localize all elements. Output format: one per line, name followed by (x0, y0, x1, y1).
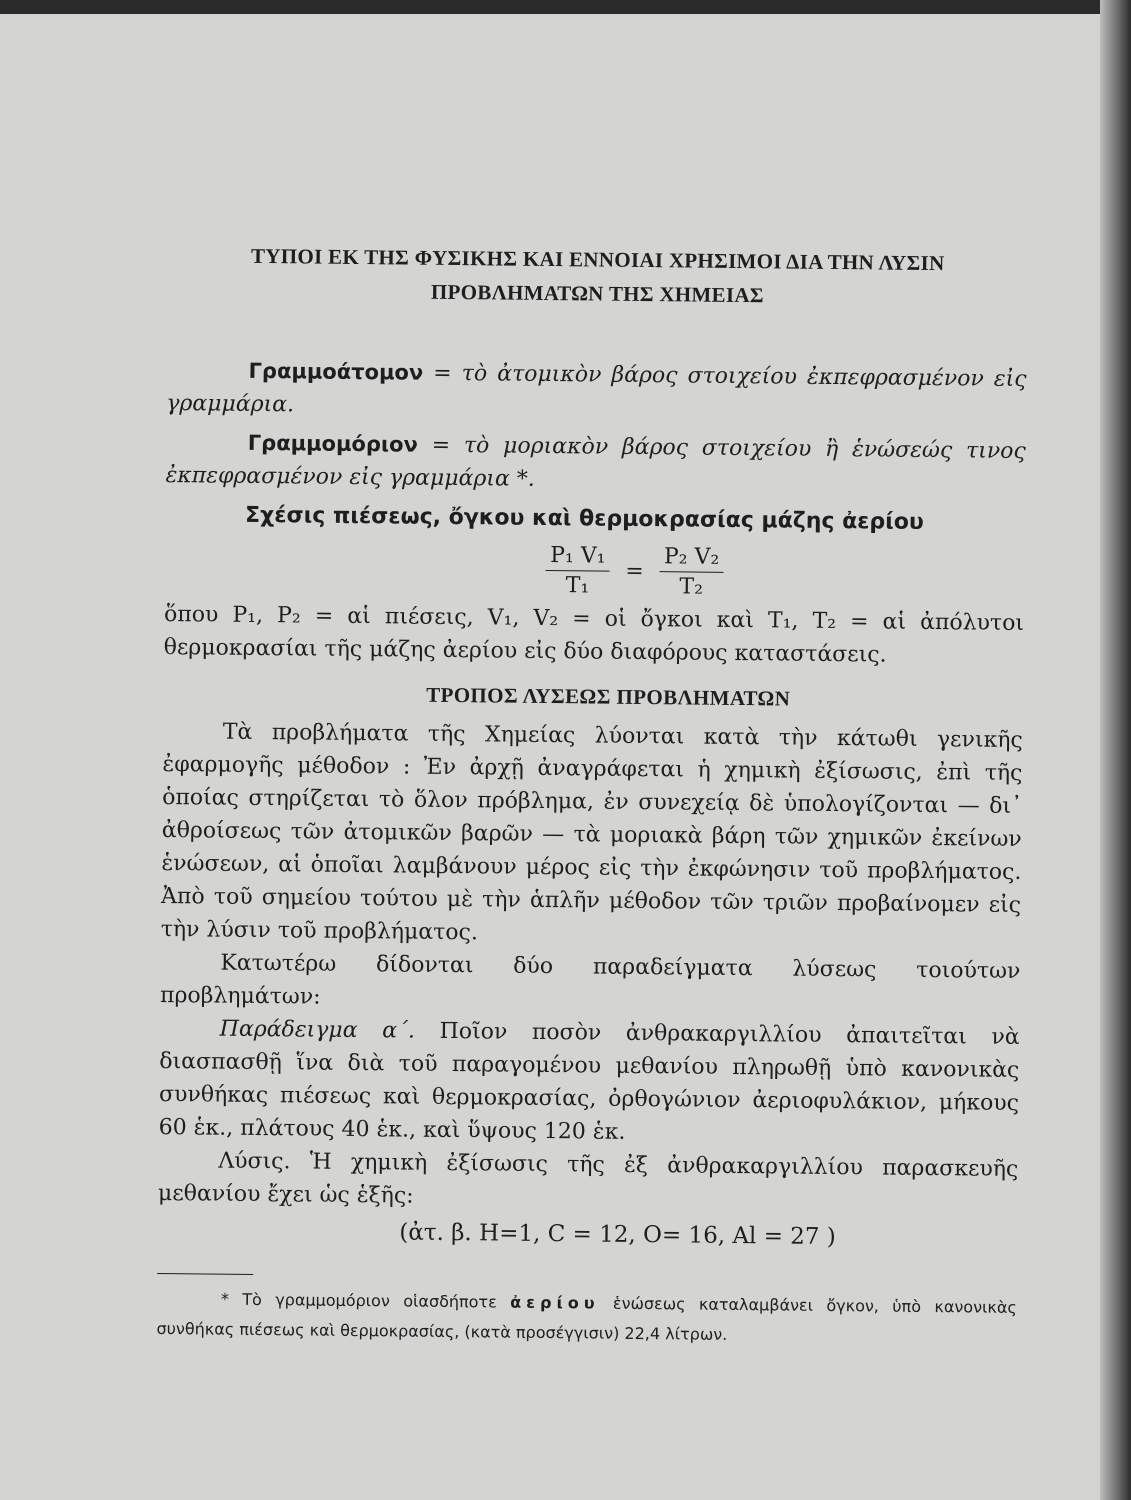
formula-right-fraction (659, 544, 723, 600)
definition-text: = τὸ μοριακὸν βάρος στοιχείου ἢ ἑνώσεώς τινος ἐκπεφρασμένον εἰς γραμμάρια *. (165, 432, 1026, 492)
definition-term: Γραμμομόριον (247, 430, 418, 457)
document-page (0, 14, 1114, 1500)
gas-law-formula (244, 540, 1025, 603)
example-text: Ποῖον ποσὸν ἀνθρακαργιλλίου ἀπαιτεῖται νὰ διασπασθῇ ἵνα διὰ τοῦ παραγομένου μεθανίου πληρωθῇ ὑπὸ κανονικὰς συνθήκας πιέσεως καὶ θερμοκρασίας, ὀρθογώνιον ἀεριοφυλάκιον, μήκους 60 ἑκ., πλάτους 40 ἑκ., καὶ ὕψους 120 ἑκ. (158, 1018, 1020, 1145)
footnote-part-2: ἑνώσεως καταλαμβάνει ὄγκον, ὑπὸ κανονικὰς συνθήκας πιέσεως καὶ θερμοκρασίας, (κατὰ προσέγγισιν) 22,4 λίτρων. (156, 1293, 1017, 1344)
formula-left-denominator: T₁ (565, 573, 590, 599)
footnote-emphasis: ἀερίου (510, 1292, 600, 1313)
footnote-body (156, 1284, 1017, 1353)
definition-text: = τὸ ἀτομικὸν βάρος στοιχείου ἐκπεφρασμένον εἰς γραμμάρια. (166, 360, 1027, 418)
method-paragraph: Τὰ προβλήματα τῆς Χημείας λύονται κατὰ τὴν κάτωθι γενικῆς ἐφαρμογῆς μέθοδον : Ἐν ἀρχῇ ἀναγράφεται ἡ χημικὴ ἐξίσωσις, ἐπὶ τῆς ὁποίας στηρίζεται τὸ ὅλον πρόβλημα, ἐν συνεχείᾳ δὲ ὑπολογίζονται — δι᾽ ἀθροίσεως τῶν ἀτομικῶν βαρῶν — τὰ μοριακὰ βάρη τῶν χημικῶν ἐκείνων ἑνώσεων, αἱ ὁποῖαι λαμβάνουν μέρος εἰς τὴν ἐκφώνησιν τοῦ προβλήματος. Ἀπὸ τοῦ σημείου τούτου μὲ τὴν ἁπλῆν μέθοδον τῶν τριῶν προβαίνομεν εἰς τὴν λύσιν τοῦ προβλήματος. (160, 719, 1023, 946)
page-content (156, 238, 1028, 1353)
solution-paragraph (158, 1144, 1019, 1219)
formula-equals: = (625, 558, 644, 584)
example-label: Παράδειγμα α΄. (219, 1016, 416, 1044)
atomic-weights: (ἀτ. β. H=1, C = 12, O= 16, Al = 27 ) (399, 1219, 836, 1251)
page-title (167, 238, 1028, 315)
page-edge-shadow (1100, 0, 1131, 1500)
solution-label: Λύσις. (218, 1148, 291, 1175)
formula-right-numerator: P₂ V₂ (660, 544, 724, 573)
definition-gram-atom (166, 354, 1027, 429)
footnote (156, 1284, 1017, 1353)
example-paragraph (159, 1012, 1020, 1153)
definition-term: Γραμμοάτομον (248, 358, 424, 385)
title-line-2: ΠΡΟΒΛΗΜΑΤΩΝ ΤΗΣ ΧΗΜΕΙΑΣ (430, 279, 765, 308)
title-line-1: ΤΥΠΟΙ ΕΚ ΤΗΣ ΦΥΣΙΚΗΣ ΚΑΙ ΕΝΝΟΙΑΙ ΧΡΗΣΙΜΟΙ ΔΙΑ ΤΗΝ ΛΥΣΙΝ (250, 243, 945, 276)
formula-right-denominator: T₂ (679, 574, 704, 600)
formula-left-fraction (546, 543, 610, 599)
formula-left-numerator: P₁ V₁ (546, 543, 610, 572)
formula-explanation: ὅπου P₁, P₂ = αἱ πιέσεις, V₁, V₂ = οἱ ὄγκοι καὶ T₁, T₂ = αἱ ἀπόλυτοι θερμοκρασίαι τῆς μάζης ἀερίου εἰς δύο διαφόρους καταστάσεις. (163, 601, 1025, 668)
footnote-divider (157, 1273, 253, 1275)
solution-text: Ἡ χημικὴ ἐξίσωσις τῆς ἐξ ἀνθρακαργιλλίου παρασκευῆς μεθανίου ἔχει ὡς ἑξῆς: (157, 1149, 1019, 1209)
definition-gram-molecule (165, 426, 1026, 501)
section-title: ΤΡΟΠΟΣ ΛΥΣΕΩΣ ΠΡΟΒΛΗΜΑΤΩΝ (426, 682, 791, 711)
examples-intro-paragraph: Κατωτέρω δίδονται δύο παραδείγματα λύσεως τοιούτων προβλημάτων: (159, 950, 1021, 1010)
footnote-part-1: * Τὸ γραμμομόριον οἱασδήποτε (220, 1289, 511, 1312)
gas-law-heading: Σχέσις πιέσεως, ὄγκου καὶ θερμοκρασίας μάζης ἀερίου (244, 502, 924, 535)
